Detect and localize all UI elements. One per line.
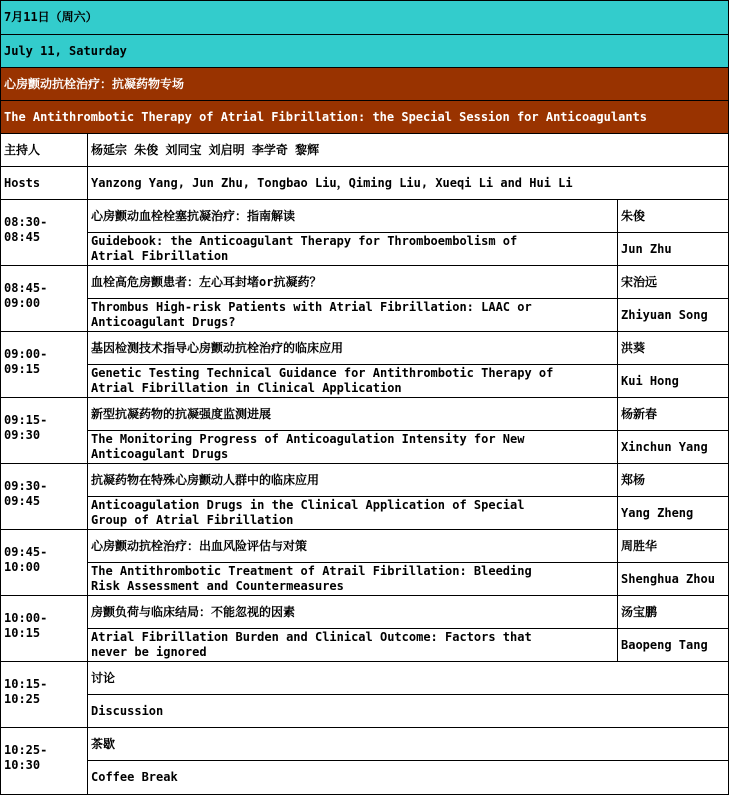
break-time-end: 10:30 [4, 758, 41, 772]
session-cn-row [1, 68, 728, 100]
hosts-names-cn: 杨延宗 朱俊 刘同宝 刘启明 李学奇 黎辉 [91, 142, 320, 157]
talk-speaker-en-text: Yang Zheng [621, 505, 694, 520]
talk-speaker-cn [618, 464, 728, 496]
date-cn-row [1, 1, 728, 34]
talk-time-start: 09:15- [4, 413, 48, 427]
talk-time-start: 08:45- [4, 281, 48, 295]
talk-time [1, 603, 87, 661]
talk-title-cn [88, 464, 617, 496]
talk-title-cn [88, 596, 617, 628]
break-time-start: 10:25- [4, 743, 48, 757]
talk-title-cn-text: 血栓高危房颤患者：左心耳封堵or抗凝药？ [91, 274, 322, 289]
talk-title-en-line1: Atrial Fibrillation Burden and Clinical Outcome: Factors that [91, 630, 532, 644]
break-time [1, 735, 87, 793]
talk-speaker-cn-text: 洪葵 [621, 340, 646, 355]
talk-title-en-line1: Genetic Testing Technical Guidance for Antithrombotic Therapy of [91, 366, 554, 380]
talk-title-en-line2: Group of Atrial Fibrillation [91, 513, 294, 527]
talk-title-en [88, 563, 617, 595]
talk-title-en [88, 431, 617, 463]
talk-time-end: 10:15 [4, 626, 41, 640]
hosts-label-en: Hosts [4, 175, 41, 190]
break-title-cn [88, 662, 728, 694]
break-title-en [88, 695, 728, 727]
talk-speaker-en-text: Kui Hong [621, 373, 679, 388]
talk-speaker-cn-text: 杨新春 [621, 406, 658, 421]
talk-time-end: 09:00 [4, 296, 41, 310]
session-title-cn: 心房颤动抗栓治疗：抗凝药物专场 [4, 76, 185, 91]
talk-speaker-en [618, 431, 728, 463]
talk-speaker-cn-text: 周胜华 [621, 538, 658, 553]
talk-time-start: 09:00- [4, 347, 48, 361]
talk-speaker-cn-text: 宋治远 [621, 274, 658, 289]
talk-speaker-en-text: Shenghua Zhou [621, 571, 715, 586]
talk-time-end: 09:15 [4, 362, 41, 376]
talk-time [1, 207, 87, 265]
talk-speaker-cn [618, 398, 728, 430]
talk-title-en-line1: The Antithrombotic Treatment of Atrail Fibrillation: Bleeding [91, 564, 532, 578]
talk-time [1, 537, 87, 595]
talk-speaker-en [618, 563, 728, 595]
talk-time [1, 273, 87, 331]
break-time [1, 669, 87, 727]
talk-speaker-en [618, 299, 728, 331]
date-en: July 11, Saturday [4, 43, 127, 58]
talk-title-cn-text: 抗凝药物在特殊心房颤动人群中的临床应用 [91, 472, 320, 487]
break-title-cn [88, 728, 728, 760]
talk-speaker-en [618, 629, 728, 661]
session-en-row [1, 101, 728, 133]
break-title-cn-text: 茶歇 [91, 736, 116, 751]
talk-speaker-cn [618, 266, 728, 298]
talk-title-en [88, 497, 617, 529]
talk-title-en-line1: Guidebook: the Anticoagulant Therapy for Thromboembolism of [91, 234, 518, 248]
talk-title-en [88, 233, 617, 265]
hosts-label-en-cell [1, 167, 87, 199]
talk-title-en-line2: Anticoagulant Drugs [91, 447, 229, 461]
talk-speaker-en-text: Baopeng Tang [621, 637, 708, 652]
talk-time-end: 08:45 [4, 230, 41, 244]
talk-speaker-en-text: Xinchun Yang [621, 439, 708, 454]
talk-title-en-line2: Risk Assessment and Countermeasures [91, 579, 344, 593]
talk-speaker-en-text: Zhiyuan Song [621, 307, 708, 322]
talk-title-en [88, 365, 617, 397]
talk-speaker-cn-text: 汤宝鹏 [621, 604, 658, 619]
talk-speaker-cn [618, 530, 728, 562]
talk-title-cn-text: 基因检测技术指导心房颤动抗栓治疗的临床应用 [91, 340, 344, 355]
talk-title-cn-text: 心房颤动血栓栓塞抗凝治疗：指南解读 [91, 208, 296, 223]
talk-time [1, 405, 87, 463]
talk-title-en-line1: Anticoagulation Drugs in the Clinical Application of Special [91, 498, 525, 512]
talk-speaker-cn [618, 200, 728, 232]
talk-title-en-line2: never be ignored [91, 645, 207, 659]
talk-time [1, 471, 87, 529]
break-title-en-text: Coffee Break [91, 769, 178, 784]
talk-speaker-en [618, 365, 728, 397]
talk-title-cn-text: 新型抗凝药物的抗凝强度监测进展 [91, 406, 272, 421]
talk-speaker-cn [618, 332, 728, 364]
talk-title-cn [88, 332, 617, 364]
talk-time-start: 08:30- [4, 215, 48, 229]
session-title-en: The Antithrombotic Therapy of Atrial Fibrillation: the Special Session for Anticoagulants [4, 109, 647, 124]
talk-speaker-cn-text: 郑杨 [621, 472, 646, 487]
talk-time-end: 09:30 [4, 428, 41, 442]
talk-title-cn-text: 心房颤动抗栓治疗：出血风险评估与对策 [91, 538, 308, 553]
date-en-row [1, 35, 728, 67]
hosts-names-en-cell [88, 167, 728, 199]
talk-speaker-en [618, 497, 728, 529]
talk-title-en [88, 299, 617, 331]
break-title-en [88, 761, 728, 793]
hosts-label-cn-cell [1, 134, 87, 166]
break-title-cn-text: 讨论 [91, 670, 116, 685]
talk-title-en [88, 629, 617, 661]
break-title-en-text: Discussion [91, 703, 164, 718]
talk-title-cn [88, 530, 617, 562]
hosts-names-en: Yanzong Yang, Jun Zhu, Tongbao Liu，Qiming Liu, Xueqi Li and Hui Li [91, 175, 573, 190]
talk-time [1, 339, 87, 397]
talk-speaker-cn [618, 596, 728, 628]
talk-time-start: 10:00- [4, 611, 48, 625]
talk-title-cn [88, 398, 617, 430]
talk-title-cn [88, 200, 617, 232]
talk-speaker-en-text: Jun Zhu [621, 241, 672, 256]
date-cn: 7月11日（周六） [4, 10, 98, 24]
break-time-start: 10:15- [4, 677, 48, 691]
talk-title-en-line2: Atrial Fibrillation [91, 249, 229, 263]
talk-speaker-en [618, 233, 728, 265]
talk-title-cn-text: 房颤负荷与临床结局：不能忽视的因素 [91, 604, 296, 619]
talk-time-start: 09:30- [4, 479, 48, 493]
talk-title-en-line1: The Monitoring Progress of Anticoagulation Intensity for New [91, 432, 525, 446]
talk-time-start: 09:45- [4, 545, 48, 559]
hosts-names-cn-cell [88, 134, 728, 166]
talk-time-end: 10:00 [4, 560, 41, 574]
talk-title-en-line1: Thrombus High-risk Patients with Atrial Fibrillation: LAAC or [91, 300, 532, 314]
break-time-end: 10:25 [4, 692, 41, 706]
hosts-label-cn: 主持人 [4, 142, 41, 157]
talk-title-en-line2: Atrial Fibrillation in Clinical Application [91, 381, 402, 395]
talk-title-en-line2: Anticoagulant Drugs? [91, 315, 236, 329]
talk-title-cn [88, 266, 617, 298]
talk-time-end: 09:45 [4, 494, 41, 508]
talk-speaker-cn-text: 朱俊 [621, 208, 646, 223]
